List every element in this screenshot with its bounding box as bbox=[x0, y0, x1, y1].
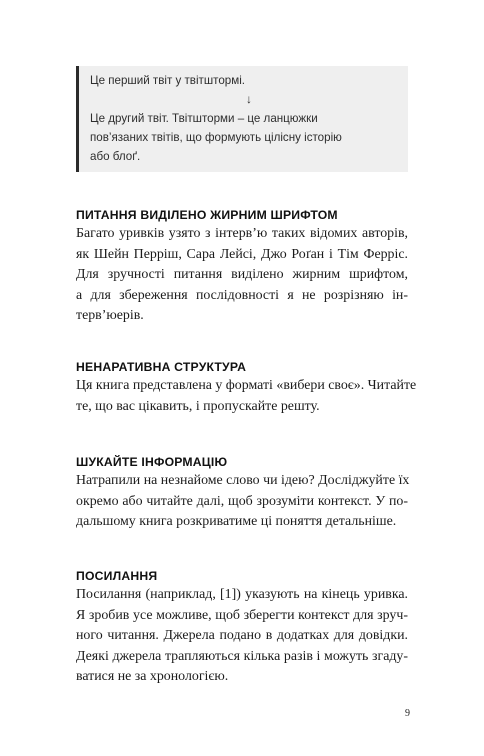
tweetstorm-example-box bbox=[76, 66, 408, 172]
section-references bbox=[76, 567, 408, 688]
section-non-narrative bbox=[76, 358, 417, 417]
body-text-line: Багато уривків узято з інтерв’ю таких відомих авторів, bbox=[76, 226, 408, 241]
second-tweet-line: пов’язаних твітів, що формують цілісну історію bbox=[90, 131, 342, 144]
second-tweet-line: Це другий твіт. Твітшторми – це ланцюжки bbox=[90, 112, 318, 125]
body-text-line: Натрапили на незнайоме слово чи ідею? Досліджуйте їх bbox=[76, 473, 410, 488]
body-text-line: Ця книга представлена у форматі «вибери своє». Читайте bbox=[76, 378, 417, 393]
body-text-line: як Шейн Перріш, Сара Лейсі, Джо Роґан і Тім Ферріс. bbox=[76, 246, 408, 262]
body-text-line: ватися не за хронологією. bbox=[76, 669, 229, 684]
page-number: 9 bbox=[405, 708, 410, 719]
section-heading: НЕНАРАТИВНА СТРУКТУРА bbox=[76, 360, 247, 374]
body-text-line: Для зручності питання виділено жирним шрифтом, bbox=[76, 267, 408, 282]
body-text-line: ного читання. Джерела подано в додатках для довідки. bbox=[76, 628, 408, 643]
section-heading: ПИТАННЯ ВИДІЛЕНО ЖИРНИМ ШРИФТОМ bbox=[76, 208, 338, 222]
body-text-line: а для збереження послідовності я не розрізняю ін- bbox=[76, 287, 408, 303]
second-tweet-line: або блоґ. bbox=[90, 150, 141, 163]
down-arrow-icon: ↓ bbox=[246, 92, 252, 106]
section-bold-questions bbox=[76, 206, 408, 327]
body-text-line: окремо або читайте далі, щоб зрозуміти контекст. У по- bbox=[76, 493, 408, 509]
first-tweet-text: Це перший твіт у твітштормі. bbox=[90, 74, 245, 87]
body-text-line: те, що вас цікавить, і пропускайте решту. bbox=[76, 398, 320, 414]
section-heading: ПОСИЛАННЯ bbox=[76, 569, 158, 583]
body-text-line: Посилання (наприклад, [1]) указують на кінець уривка. bbox=[76, 587, 408, 602]
section-look-up-information bbox=[76, 453, 408, 533]
body-text-line: Я зробив усе можливе, щоб зберегти контекст для зруч- bbox=[76, 607, 408, 623]
section-heading: ШУКАЙТЕ ІНФОРМАЦІЮ bbox=[76, 455, 228, 469]
body-text-line: дальшому книга розкриватиме ці поняття детальніше. bbox=[76, 514, 397, 529]
body-text-line: терв’юерів. bbox=[76, 308, 144, 323]
body-text-line: Деякі джерела трапляються кілька разів і можуть згаду- bbox=[76, 648, 408, 664]
